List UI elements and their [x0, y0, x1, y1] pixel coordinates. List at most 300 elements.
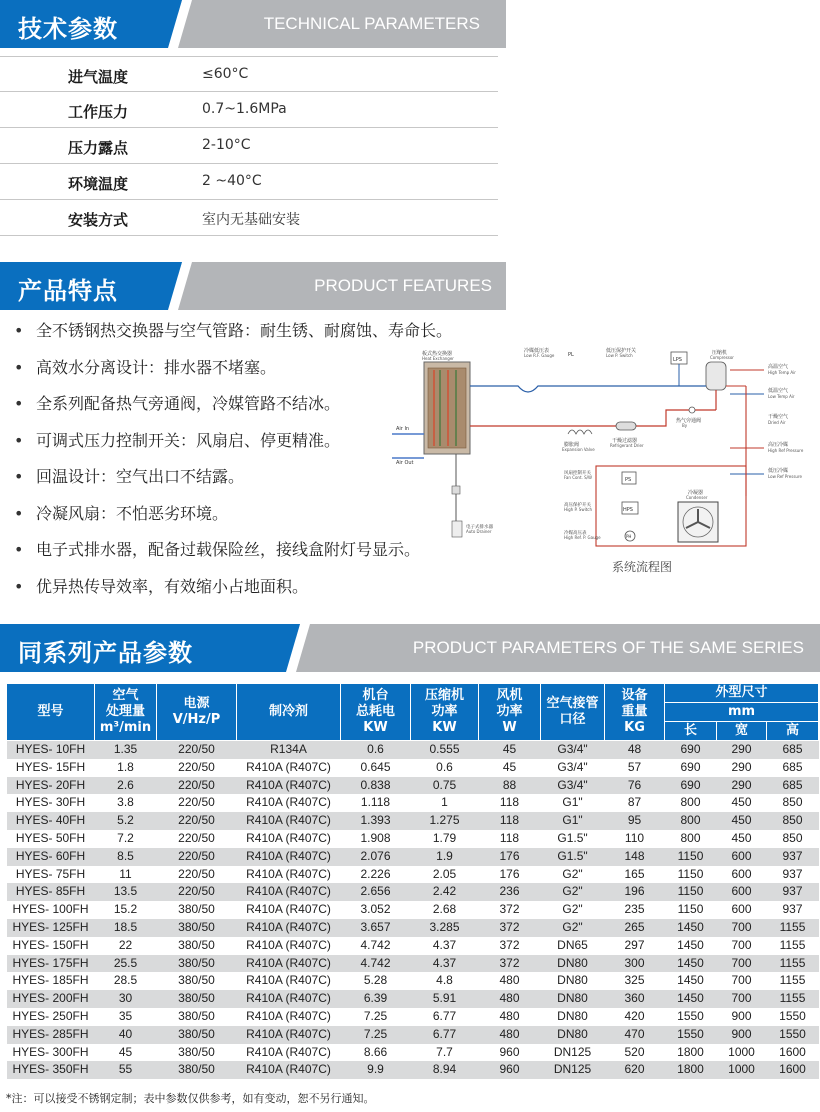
legend-label: Low Ref Pressure: [768, 474, 802, 479]
table-cell: 450: [717, 830, 767, 848]
table-cell: 11: [95, 866, 157, 884]
tech-value: ≤60°C: [202, 66, 249, 82]
table-cell: 30: [95, 990, 157, 1008]
table-cell: 450: [717, 812, 767, 830]
table-cell: 685: [767, 777, 819, 795]
feature-text: 全系列配备热气旁通阀，冷媒管路不结冰。: [36, 394, 341, 413]
table-cell: 620: [605, 1061, 665, 1079]
table-cell: 4.37: [411, 937, 479, 955]
table-cell: HYES- 200FH: [7, 990, 95, 1008]
header-fan-power: 风机 功率 W: [479, 684, 541, 741]
table-row: [7, 794, 819, 812]
table-row: [7, 901, 819, 919]
table-cell: HYES- 125FH: [7, 919, 95, 937]
header-connection: 空气接管 口径: [541, 684, 605, 741]
diagram-label: Heat Exchanger: [422, 356, 454, 361]
legend-label: 干燥空气: [768, 414, 789, 420]
table-cell: R410A (R407C): [237, 1061, 341, 1079]
table-cell: 380/50: [157, 990, 237, 1008]
table-cell: 3.052: [341, 901, 411, 919]
table-cell: R410A (R407C): [237, 830, 341, 848]
tech-row-dew-point: [0, 128, 498, 164]
table-cell: 45: [479, 741, 541, 759]
table-cell: 1550: [665, 1008, 717, 1026]
table-cell: HYES- 100FH: [7, 901, 95, 919]
table-cell: 2.05: [411, 866, 479, 884]
table-cell: 600: [717, 848, 767, 866]
table-cell: 1800: [665, 1061, 717, 1079]
table-cell: HYES- 40FH: [7, 812, 95, 830]
features-banner: [0, 262, 506, 310]
table-cell: 2.076: [341, 848, 411, 866]
table-cell: 360: [605, 990, 665, 1008]
table-cell: G3/4": [541, 777, 605, 795]
table-row: [7, 972, 819, 990]
table-cell: 600: [717, 883, 767, 901]
feature-text: 全不锈钢热交换器与空气管路：耐生锈、耐腐蚀、寿命长。: [36, 321, 453, 340]
table-cell: 0.645: [341, 759, 411, 777]
header-height: 高: [767, 722, 819, 741]
footnote: *注：可以接受不锈钢定制；表中参数仅供参考，如有变动，恕不另行通知。: [6, 1092, 375, 1105]
table-cell: 1450: [665, 955, 717, 973]
tech-params-table: [0, 56, 498, 236]
table-cell: 5.2: [95, 812, 157, 830]
diagram-label: Fan Cont. S/W: [564, 475, 592, 480]
table-cell: 1150: [665, 883, 717, 901]
diagram-label: 冷凝器: [688, 490, 704, 496]
table-cell: 380/50: [157, 1061, 237, 1079]
table-cell: HYES- 250FH: [7, 1008, 95, 1026]
table-cell: 22: [95, 937, 157, 955]
table-cell: 18.5: [95, 919, 157, 937]
diagram-label: Air In: [396, 426, 410, 432]
table-cell: 1155: [767, 955, 819, 973]
table-cell: 1.9: [411, 848, 479, 866]
bullet-icon: •: [14, 503, 24, 523]
tech-params-title-cn: 技术参数: [18, 15, 118, 43]
feature-item: [14, 464, 452, 501]
tech-label: 安装方式: [68, 211, 129, 229]
table-cell: 1450: [665, 990, 717, 1008]
table-cell: HYES- 10FH: [7, 741, 95, 759]
table-cell: G3/4": [541, 741, 605, 759]
tech-label: 环境温度: [68, 175, 129, 193]
table-cell: R410A (R407C): [237, 1044, 341, 1062]
diagram-caption: 系统流程图: [612, 560, 673, 574]
table-cell: HYES- 300FH: [7, 1044, 95, 1062]
table-cell: 6.77: [411, 1008, 479, 1026]
table-cell: 95: [605, 812, 665, 830]
bullet-icon: •: [14, 576, 24, 596]
feature-text: 优异热传导效率，有效缩小占地面积。: [36, 576, 309, 596]
table-cell: 220/50: [157, 883, 237, 901]
diagram-label: Compressor: [710, 355, 734, 360]
table-cell: 118: [479, 812, 541, 830]
table-row: [7, 1061, 819, 1079]
table-cell: 380/50: [157, 955, 237, 973]
table-cell: 3.657: [341, 919, 411, 937]
table-row: [7, 741, 819, 759]
diagram-label: 板式热交换器: [422, 351, 453, 357]
expansion-valve-icon: [568, 430, 592, 434]
table-cell: 165: [605, 866, 665, 884]
table-cell: 1450: [665, 972, 717, 990]
table-cell: 1.275: [411, 812, 479, 830]
table-row: [7, 848, 819, 866]
diagram-label: PH: [626, 534, 632, 539]
feature-item: [14, 428, 452, 465]
tech-row-ambient-temp: [0, 164, 498, 200]
diagram-label: Air Out: [396, 460, 414, 466]
table-cell: G2": [541, 866, 605, 884]
table-row: [7, 759, 819, 777]
header-weight: 设备 重量 KG: [605, 684, 665, 741]
table-cell: 4.742: [341, 937, 411, 955]
table-cell: HYES- 15FH: [7, 759, 95, 777]
diagram-label: PL: [568, 352, 574, 358]
tech-row-inlet-temp: [0, 56, 498, 92]
condenser-loop: [596, 466, 746, 546]
auto-drainer-icon: [452, 521, 462, 537]
table-cell: 1450: [665, 919, 717, 937]
table-cell: 7.25: [341, 1008, 411, 1026]
table-cell: 4.742: [341, 955, 411, 973]
table-cell: 87: [605, 794, 665, 812]
table-cell: 25.5: [95, 955, 157, 973]
table-cell: 800: [665, 794, 717, 812]
feature-text: 冷凝风扇：不怕恶劣环境。: [36, 503, 229, 523]
table-cell: 937: [767, 866, 819, 884]
table-cell: DN80: [541, 955, 605, 973]
table-cell: 1000: [717, 1061, 767, 1079]
table-cell: 1550: [665, 1026, 717, 1044]
diagram-label: 风扇控制开关: [564, 471, 591, 476]
table-cell: 1155: [767, 937, 819, 955]
table-cell: 196: [605, 883, 665, 901]
table-cell: G2": [541, 883, 605, 901]
table-cell: 220/50: [157, 812, 237, 830]
table-row: [7, 883, 819, 901]
table-cell: 470: [605, 1026, 665, 1044]
table-cell: HYES- 185FH: [7, 972, 95, 990]
table-cell: R134A: [237, 741, 341, 759]
table-cell: 4.8: [411, 972, 479, 990]
diagram-label: HPS: [623, 507, 633, 513]
table-cell: 1.79: [411, 830, 479, 848]
table-cell: 325: [605, 972, 665, 990]
diagram-label: 冷媒高压表: [564, 531, 587, 536]
table-cell: R410A (R407C): [237, 937, 341, 955]
table-cell: R410A (R407C): [237, 848, 341, 866]
feature-item: [14, 501, 452, 538]
table-cell: 220/50: [157, 848, 237, 866]
table-row: [7, 937, 819, 955]
table-cell: 48: [605, 741, 665, 759]
table-cell: 600: [717, 866, 767, 884]
diagram-label: 低压保护开关: [606, 348, 637, 354]
table-cell: 45: [479, 759, 541, 777]
bullet-icon: •: [14, 430, 24, 450]
table-cell: HYES- 50FH: [7, 830, 95, 848]
table-cell: 700: [717, 937, 767, 955]
diagram-label: High Ref. P. Gauge: [564, 535, 601, 540]
table-cell: DN80: [541, 1008, 605, 1026]
table-cell: G3/4": [541, 759, 605, 777]
tech-value: 2-10°C: [202, 137, 251, 153]
table-cell: G1.5": [541, 848, 605, 866]
series-params-table: [6, 683, 819, 1079]
table-cell: 148: [605, 848, 665, 866]
table-cell: 380/50: [157, 1026, 237, 1044]
table-cell: DN125: [541, 1061, 605, 1079]
feature-item: [14, 318, 452, 355]
bullet-icon: •: [14, 321, 24, 340]
feature-text: 回温设计：空气出口不结露。: [36, 467, 245, 486]
header-length: 长: [665, 722, 717, 741]
table-cell: R410A (R407C): [237, 919, 341, 937]
table-cell: 850: [767, 812, 819, 830]
table-cell: 8.5: [95, 848, 157, 866]
table-cell: 690: [665, 741, 717, 759]
legend-label: 高压冷媒: [768, 442, 789, 448]
drier-icon: [616, 422, 636, 430]
diagram-label: 热气旁通阀: [676, 418, 702, 424]
table-cell: 690: [665, 777, 717, 795]
legend-label: 低温空气: [768, 388, 789, 394]
table-row: [7, 1008, 819, 1026]
table-cell: R410A (R407C): [237, 972, 341, 990]
table-cell: HYES- 350FH: [7, 1061, 95, 1079]
diagram-label: LPS: [673, 357, 682, 363]
table-cell: 480: [479, 1026, 541, 1044]
table-cell: 380/50: [157, 972, 237, 990]
features-title-en: PRODUCT FEATURES: [314, 276, 492, 295]
header-total-power: 机台 总耗电 KW: [341, 684, 411, 741]
table-cell: 28.5: [95, 972, 157, 990]
table-row: [7, 812, 819, 830]
table-cell: 1000: [717, 1044, 767, 1062]
diagram-label: Low R.F. Gauge: [524, 353, 555, 358]
table-cell: 800: [665, 812, 717, 830]
header-model: 型号: [7, 684, 95, 741]
table-cell: 220/50: [157, 866, 237, 884]
table-cell: 40: [95, 1026, 157, 1044]
feature-item: [14, 537, 452, 574]
table-row: [7, 777, 819, 795]
table-cell: 1: [411, 794, 479, 812]
table-cell: 290: [717, 759, 767, 777]
feature-item: [14, 574, 452, 611]
table-cell: 1600: [767, 1044, 819, 1062]
table-cell: 290: [717, 741, 767, 759]
table-row: [7, 866, 819, 884]
table-cell: 297: [605, 937, 665, 955]
tech-label: 压力露点: [68, 139, 129, 157]
table-cell: 520: [605, 1044, 665, 1062]
table-cell: 380/50: [157, 919, 237, 937]
header-dimensions: 外型尺寸: [665, 684, 819, 703]
features-list: [14, 318, 452, 610]
table-cell: R410A (R407C): [237, 759, 341, 777]
table-cell: 480: [479, 990, 541, 1008]
table-cell: 3.8: [95, 794, 157, 812]
table-cell: 372: [479, 919, 541, 937]
diagram-label: Refrigerant Drier: [610, 443, 644, 448]
table-cell: 420: [605, 1008, 665, 1026]
table-cell: 13.5: [95, 883, 157, 901]
table-cell: HYES- 20FH: [7, 777, 95, 795]
table-cell: 220/50: [157, 741, 237, 759]
table-cell: 700: [717, 972, 767, 990]
diagram-label: 干燥过滤器: [612, 438, 638, 444]
table-cell: DN80: [541, 972, 605, 990]
table-cell: 1150: [665, 901, 717, 919]
table-cell: HYES- 85FH: [7, 883, 95, 901]
table-cell: 7.25: [341, 1026, 411, 1044]
table-cell: 1.118: [341, 794, 411, 812]
table-cell: R410A (R407C): [237, 1026, 341, 1044]
table-cell: 6.39: [341, 990, 411, 1008]
legend-label: High Temp Air: [768, 370, 796, 375]
bullet-icon: •: [14, 357, 24, 377]
table-cell: 380/50: [157, 1044, 237, 1062]
header-compressor-power: 压缩机 功率 KW: [411, 684, 479, 741]
legend-label: Low Temp Air: [768, 394, 795, 399]
diagram-label: 高压保护开关: [564, 503, 591, 508]
table-cell: 690: [665, 759, 717, 777]
table-cell: 480: [479, 1008, 541, 1026]
table-cell: 15.2: [95, 901, 157, 919]
table-cell: 118: [479, 794, 541, 812]
table-cell: 2.656: [341, 883, 411, 901]
high-pressure-line: [470, 410, 686, 426]
diagram-label: 冷媒低压表: [524, 348, 550, 354]
table-cell: 220/50: [157, 830, 237, 848]
table-cell: 1.35: [95, 741, 157, 759]
table-cell: 700: [717, 990, 767, 1008]
bullet-icon: •: [14, 540, 24, 559]
table-cell: 265: [605, 919, 665, 937]
low-pressure-line: [470, 386, 676, 392]
table-cell: 9.9: [341, 1061, 411, 1079]
table-cell: 1800: [665, 1044, 717, 1062]
table-cell: R410A (R407C): [237, 955, 341, 973]
diagram-label: Expansion Valve: [562, 447, 595, 452]
table-cell: G2": [541, 901, 605, 919]
table-cell: G1": [541, 794, 605, 812]
bullet-icon: •: [14, 467, 24, 486]
table-cell: DN125: [541, 1044, 605, 1062]
table-cell: DN80: [541, 990, 605, 1008]
table-cell: 372: [479, 955, 541, 973]
table-cell: HYES- 175FH: [7, 955, 95, 973]
tech-label: 进气温度: [68, 68, 129, 86]
table-cell: 2.6: [95, 777, 157, 795]
table-cell: 1155: [767, 972, 819, 990]
table-cell: R410A (R407C): [237, 1008, 341, 1026]
feature-item: [14, 355, 452, 392]
table-cell: 7.2: [95, 830, 157, 848]
table-cell: 88: [479, 777, 541, 795]
table-cell: 176: [479, 848, 541, 866]
tech-params-title-en: TECHNICAL PARAMETERS: [263, 14, 480, 33]
table-cell: 600: [717, 901, 767, 919]
table-cell: 2.68: [411, 901, 479, 919]
table-cell: R410A (R407C): [237, 866, 341, 884]
table-cell: 0.555: [411, 741, 479, 759]
table-cell: HYES- 75FH: [7, 866, 95, 884]
diagram-label: PS: [625, 477, 632, 483]
table-cell: 380/50: [157, 1008, 237, 1026]
table-cell: HYES- 60FH: [7, 848, 95, 866]
feature-text: 电子式排水器，配备过载保险丝，接线盒附灯号显示。: [36, 540, 421, 559]
table-cell: HYES- 285FH: [7, 1026, 95, 1044]
diagram-label: 压缩机: [712, 350, 728, 356]
table-cell: R410A (R407C): [237, 990, 341, 1008]
diagram-label: Condenser: [686, 495, 708, 500]
table-cell: 0.75: [411, 777, 479, 795]
table-cell: 900: [717, 1026, 767, 1044]
table-cell: 0.838: [341, 777, 411, 795]
table-cell: R410A (R407C): [237, 794, 341, 812]
table-cell: 372: [479, 901, 541, 919]
tech-value: 0.7~1.6MPa: [202, 101, 287, 117]
table-row: [7, 990, 819, 1008]
header-power: 电源 V/Hz/P: [157, 684, 237, 741]
table-cell: 57: [605, 759, 665, 777]
table-cell: 380/50: [157, 901, 237, 919]
table-cell: DN65: [541, 937, 605, 955]
table-cell: 300: [605, 955, 665, 973]
table-cell: 3.285: [411, 919, 479, 937]
table-cell: 0.6: [411, 759, 479, 777]
table-cell: 2.42: [411, 883, 479, 901]
table-cell: DN80: [541, 1026, 605, 1044]
table-cell: 700: [717, 919, 767, 937]
table-cell: 800: [665, 830, 717, 848]
legend-label: 高温空气: [768, 364, 789, 370]
table-cell: 1155: [767, 990, 819, 1008]
table-cell: 937: [767, 848, 819, 866]
drain-valve-icon: [452, 486, 460, 494]
table-cell: 685: [767, 759, 819, 777]
table-cell: 2.226: [341, 866, 411, 884]
header-dimensions-unit: mm: [665, 703, 819, 722]
table-cell: R410A (R407C): [237, 901, 341, 919]
compressor-shape: [706, 362, 726, 390]
tech-params-banner: [0, 0, 506, 48]
diagram-label: Auto Drainer: [466, 529, 492, 534]
table-cell: 937: [767, 901, 819, 919]
table-cell: 110: [605, 830, 665, 848]
table-cell: 176: [479, 866, 541, 884]
table-cell: 685: [767, 741, 819, 759]
table-row: [7, 1044, 819, 1062]
table-cell: 1550: [767, 1026, 819, 1044]
table-cell: 480: [479, 972, 541, 990]
header-air-flow: 空气 处理量 m³/min: [95, 684, 157, 741]
tech-value: 2 ~40°C: [202, 173, 262, 189]
bypass-valve-icon: [689, 407, 695, 413]
legend-label: Dried Air: [768, 420, 786, 425]
diagram-label: Low P. Switch: [606, 353, 633, 358]
table-cell: 850: [767, 794, 819, 812]
header-refrigerant: 制冷剂: [237, 684, 341, 741]
table-cell: 220/50: [157, 777, 237, 795]
table-cell: 960: [479, 1061, 541, 1079]
table-cell: 700: [717, 955, 767, 973]
tech-row-installation: [0, 200, 498, 236]
